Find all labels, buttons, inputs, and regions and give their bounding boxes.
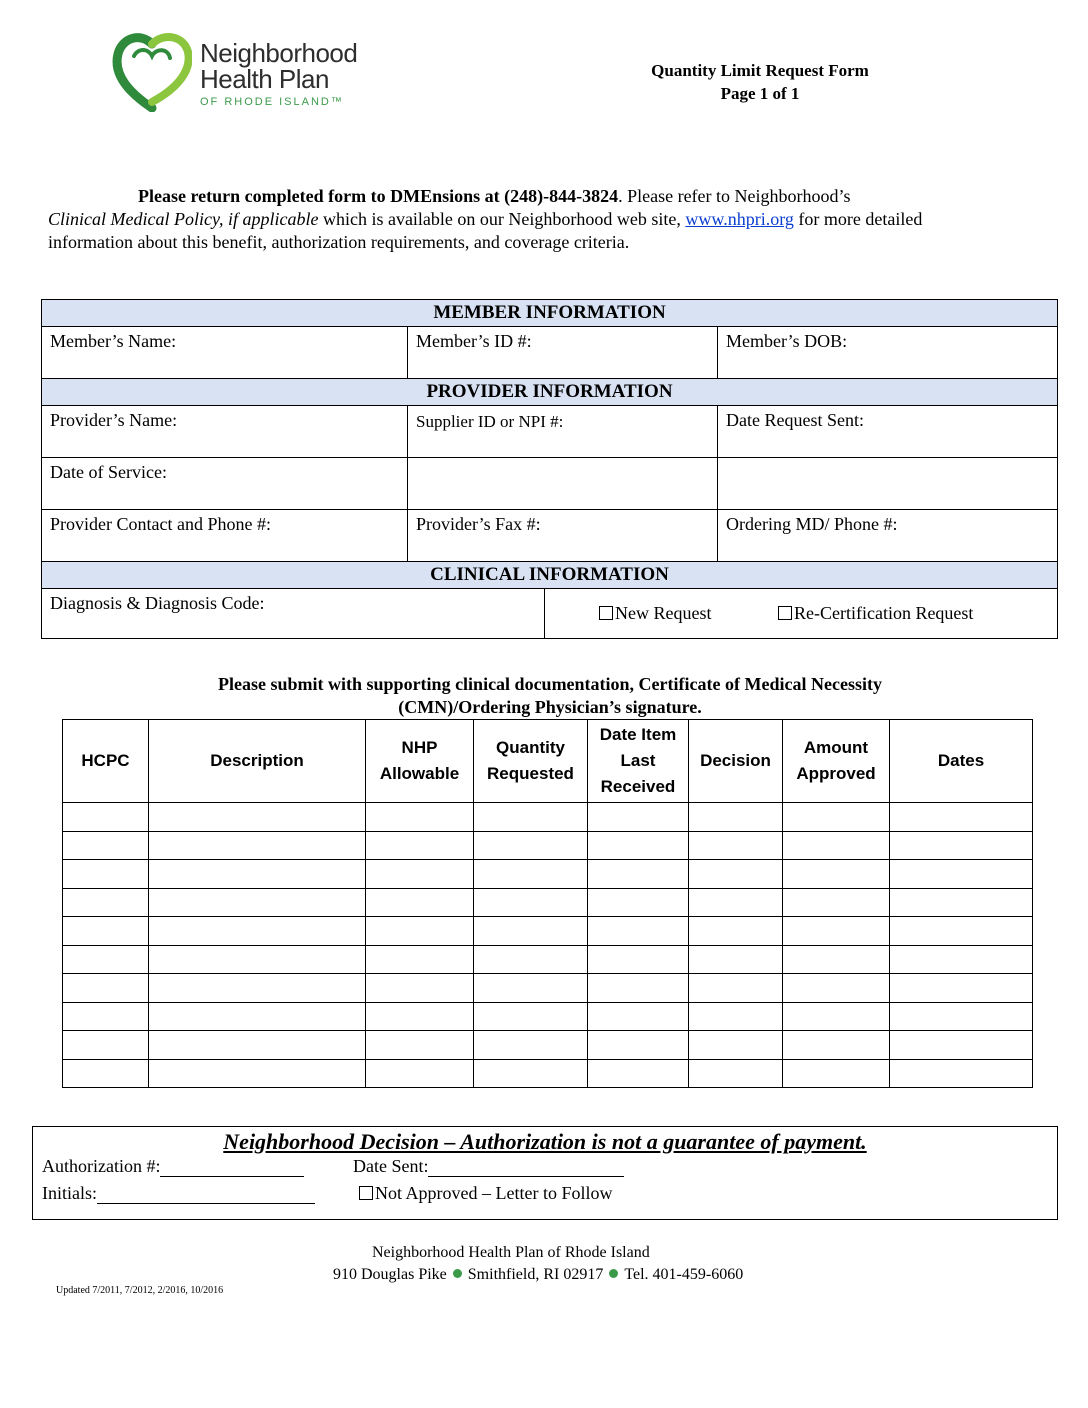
footer-tel: Tel. 401-459-6060: [624, 1266, 744, 1283]
date-of-service-field[interactable]: Date of Service:: [42, 458, 408, 510]
cell-quantity-requested[interactable]: [474, 888, 588, 917]
cell-nhp-allowable[interactable]: [366, 945, 474, 974]
logo-text-line1: Neighborhood: [200, 38, 358, 68]
not-approved-option[interactable]: [359, 1183, 612, 1204]
cell-description[interactable]: [149, 1002, 366, 1031]
cell-dates[interactable]: [890, 917, 1033, 946]
cell-description[interactable]: [149, 1059, 366, 1088]
member-dob-field[interactable]: Member’s DOB:: [718, 327, 1058, 379]
cell-dates[interactable]: [890, 974, 1033, 1003]
logo-text-line2: Health Plan: [200, 64, 329, 94]
request-type-cell: [545, 589, 1058, 639]
neighborhood-logo: [112, 30, 392, 115]
table-row: [63, 917, 1033, 946]
cell-description[interactable]: [149, 860, 366, 889]
cell-hcpc[interactable]: [63, 1002, 149, 1031]
cell-quantity-requested[interactable]: [474, 860, 588, 889]
table-row: [63, 888, 1033, 917]
cell-date-item-last-received[interactable]: [588, 831, 689, 860]
neighborhood-decision-box: [32, 1126, 1058, 1220]
cell-nhp-allowable[interactable]: [366, 1059, 474, 1088]
updated-note: Updated 7/2011, 7/2012, 2/2016, 10/2016: [56, 1285, 224, 1296]
cell-description[interactable]: [149, 974, 366, 1003]
submit-note-line2: (CMN)/Ordering Physician’s signature.: [398, 697, 702, 717]
cell-date-item-last-received[interactable]: [588, 1031, 689, 1060]
nhpri-link[interactable]: www.nhpri.org: [685, 209, 794, 229]
cell-dates[interactable]: [890, 803, 1033, 832]
column-header-quantity-requested: Quantity Requested: [474, 720, 588, 803]
cell-date-item-last-received[interactable]: [588, 945, 689, 974]
date-of-service-extra-cell[interactable]: [408, 458, 718, 510]
items-table-header-row: [63, 720, 1033, 803]
table-row: [63, 831, 1033, 860]
initials-blank[interactable]: [97, 1187, 315, 1204]
footer-address-line: [333, 1266, 743, 1284]
submit-note-line1: Please submit with supporting clinical documentation, Certificate of Medical Necessity: [218, 674, 882, 694]
cell-amount-approved[interactable]: [783, 1031, 890, 1060]
date-sent-label: Date Sent:: [353, 1156, 429, 1176]
column-header-description: Description: [149, 720, 366, 803]
member-id-field[interactable]: Member’s ID #:: [408, 327, 718, 379]
cell-hcpc[interactable]: [63, 974, 149, 1003]
decision-title: Neighborhood Decision – Authorization is not a guarantee of payment.: [223, 1129, 867, 1154]
footer-org: Neighborhood Health Plan of Rhode Island: [372, 1244, 650, 1261]
cell-hcpc[interactable]: [63, 860, 149, 889]
page-number: Page 1 of 1: [720, 84, 800, 103]
provider-name-field[interactable]: Provider’s Name:: [42, 406, 408, 458]
cell-decision[interactable]: [689, 1002, 783, 1031]
cell-decision[interactable]: [689, 917, 783, 946]
cell-amount-approved[interactable]: [783, 803, 890, 832]
cell-description[interactable]: [149, 831, 366, 860]
ordering-md-field[interactable]: Ordering MD/ Phone #:: [718, 510, 1058, 562]
cell-quantity-requested[interactable]: [474, 803, 588, 832]
not-approved-label: Not Approved – Letter to Follow: [375, 1183, 613, 1203]
date-sent-blank[interactable]: [428, 1160, 624, 1177]
cell-amount-approved[interactable]: [783, 860, 890, 889]
cell-description[interactable]: [149, 945, 366, 974]
cell-dates[interactable]: [890, 945, 1033, 974]
new-request-label: New Request: [615, 603, 712, 623]
information-table: [41, 299, 1058, 639]
cell-date-item-last-received[interactable]: [588, 803, 689, 832]
cell-decision[interactable]: [689, 888, 783, 917]
cell-hcpc[interactable]: [63, 917, 149, 946]
date-of-service-extra-cell-2[interactable]: [718, 458, 1058, 510]
column-header-amount-approved: Amount Approved: [783, 720, 890, 803]
cell-amount-approved[interactable]: [783, 831, 890, 860]
footer-address: 910 Douglas Pike: [333, 1266, 447, 1283]
table-row: [63, 945, 1033, 974]
cell-amount-approved[interactable]: [783, 1059, 890, 1088]
authorization-blank[interactable]: [160, 1160, 304, 1177]
cell-decision[interactable]: [689, 974, 783, 1003]
cell-dates[interactable]: [890, 1031, 1033, 1060]
authorization-line: [42, 1156, 304, 1177]
cell-nhp-allowable[interactable]: [366, 1031, 474, 1060]
provider-fax-field[interactable]: Provider’s Fax #:: [408, 510, 718, 562]
cell-hcpc[interactable]: [63, 803, 149, 832]
cell-quantity-requested[interactable]: [474, 945, 588, 974]
supplier-id-field[interactable]: Supplier ID or NPI #:: [408, 406, 718, 458]
cell-description[interactable]: [149, 888, 366, 917]
intro-italic-text: Clinical Medical Policy, if applicable: [48, 209, 319, 229]
cell-dates[interactable]: [890, 1002, 1033, 1031]
provider-information-header: PROVIDER INFORMATION: [42, 379, 1058, 406]
clinical-information-header: CLINICAL INFORMATION: [42, 562, 1058, 589]
cell-hcpc[interactable]: [63, 945, 149, 974]
initials-label: Initials:: [42, 1183, 97, 1203]
authorization-label: Authorization #:: [42, 1156, 161, 1176]
cell-date-item-last-received[interactable]: [588, 860, 689, 889]
cell-nhp-allowable[interactable]: [366, 831, 474, 860]
intro-line1: [48, 185, 1048, 208]
cell-hcpc[interactable]: [63, 888, 149, 917]
not-approved-checkbox[interactable]: [359, 1186, 373, 1200]
cell-decision[interactable]: [689, 1031, 783, 1060]
column-header-decision: Decision: [689, 720, 783, 803]
diagnosis-field[interactable]: Diagnosis & Diagnosis Code:: [42, 589, 545, 639]
bullet-icon: [453, 1269, 462, 1278]
bullet-icon: [609, 1269, 618, 1278]
cell-date-item-last-received[interactable]: [588, 974, 689, 1003]
cell-amount-approved[interactable]: [783, 917, 890, 946]
date-sent-line: [353, 1156, 624, 1177]
cell-quantity-requested[interactable]: [474, 831, 588, 860]
cell-decision[interactable]: [689, 803, 783, 832]
cell-quantity-requested[interactable]: [474, 1059, 588, 1088]
cell-nhp-allowable[interactable]: [366, 1002, 474, 1031]
table-row: [63, 1002, 1033, 1031]
cell-hcpc[interactable]: [63, 1031, 149, 1060]
cell-dates[interactable]: [890, 1059, 1033, 1088]
intro-tail: for more detailed: [793, 209, 923, 229]
new-request-checkbox[interactable]: [599, 606, 613, 620]
table-row: [63, 860, 1033, 889]
cell-date-item-last-received[interactable]: [588, 1002, 689, 1031]
new-request-option[interactable]: [599, 603, 711, 623]
cell-decision[interactable]: [689, 945, 783, 974]
cell-date-item-last-received[interactable]: [588, 888, 689, 917]
table-row: [63, 1059, 1033, 1088]
cell-nhp-allowable[interactable]: [366, 917, 474, 946]
cell-nhp-allowable[interactable]: [366, 803, 474, 832]
cell-amount-approved[interactable]: [783, 888, 890, 917]
cell-dates[interactable]: [890, 831, 1033, 860]
intro-after-bold: . Please refer to Neighborhood’s: [618, 186, 851, 206]
cell-amount-approved[interactable]: [783, 974, 890, 1003]
cell-decision[interactable]: [689, 860, 783, 889]
intro-mid: which is available on our Neighborhood web site,: [318, 209, 686, 229]
provider-contact-field[interactable]: Provider Contact and Phone #:: [42, 510, 408, 562]
member-information-header: MEMBER INFORMATION: [42, 300, 1058, 327]
cell-decision[interactable]: [689, 1059, 783, 1088]
cell-nhp-allowable[interactable]: [366, 974, 474, 1003]
table-row: [63, 1031, 1033, 1060]
recert-request-option[interactable]: [778, 603, 973, 623]
cell-quantity-requested[interactable]: [474, 1031, 588, 1060]
member-name-field[interactable]: Member’s Name:: [42, 327, 408, 379]
table-row: [63, 974, 1033, 1003]
cell-date-item-last-received[interactable]: [588, 1059, 689, 1088]
logo-text-line3: OF RHODE ISLAND™: [200, 96, 344, 108]
items-table: [62, 719, 1033, 1088]
cell-amount-approved[interactable]: [783, 945, 890, 974]
footer-city: Smithfield, RI 02917: [467, 1266, 604, 1283]
column-header-date-item-last-received: Date Item Last Received: [588, 720, 689, 803]
cell-description[interactable]: [149, 1031, 366, 1060]
recert-request-checkbox[interactable]: [778, 606, 792, 620]
cell-nhp-allowable[interactable]: [366, 888, 474, 917]
column-header-dates: Dates: [890, 720, 1033, 803]
intro-bold-text: Please return completed form to DMEnsions at (248)-844-3824: [138, 186, 619, 206]
submit-note: [120, 673, 980, 719]
initials-line: [42, 1183, 315, 1204]
cell-dates[interactable]: [890, 860, 1033, 889]
cell-quantity-requested[interactable]: [474, 974, 588, 1003]
cell-hcpc[interactable]: [63, 831, 149, 860]
cell-nhp-allowable[interactable]: [366, 860, 474, 889]
form-title: Quantity Limit Request Form: [651, 61, 869, 80]
cell-quantity-requested[interactable]: [474, 1002, 588, 1031]
cell-description[interactable]: [149, 917, 366, 946]
intro-line3: information about this benefit, authorization requirements, and coverage criteria.: [48, 232, 630, 252]
cell-amount-approved[interactable]: [783, 1002, 890, 1031]
cell-quantity-requested[interactable]: [474, 917, 588, 946]
intro-line2: [48, 208, 1048, 231]
date-request-sent-field[interactable]: Date Request Sent:: [718, 406, 1058, 458]
column-header-hcpc: HCPC: [63, 720, 149, 803]
recert-request-label: Re-Certification Request: [793, 603, 974, 623]
cell-description[interactable]: [149, 803, 366, 832]
cell-hcpc[interactable]: [63, 1059, 149, 1088]
cell-decision[interactable]: [689, 831, 783, 860]
heart-logo-icon: [112, 30, 192, 112]
intro-paragraph: [48, 185, 1048, 254]
cell-date-item-last-received[interactable]: [588, 917, 689, 946]
cell-dates[interactable]: [890, 888, 1033, 917]
table-row: [63, 803, 1033, 832]
column-header-nhp-allowable: NHP Allowable: [366, 720, 474, 803]
